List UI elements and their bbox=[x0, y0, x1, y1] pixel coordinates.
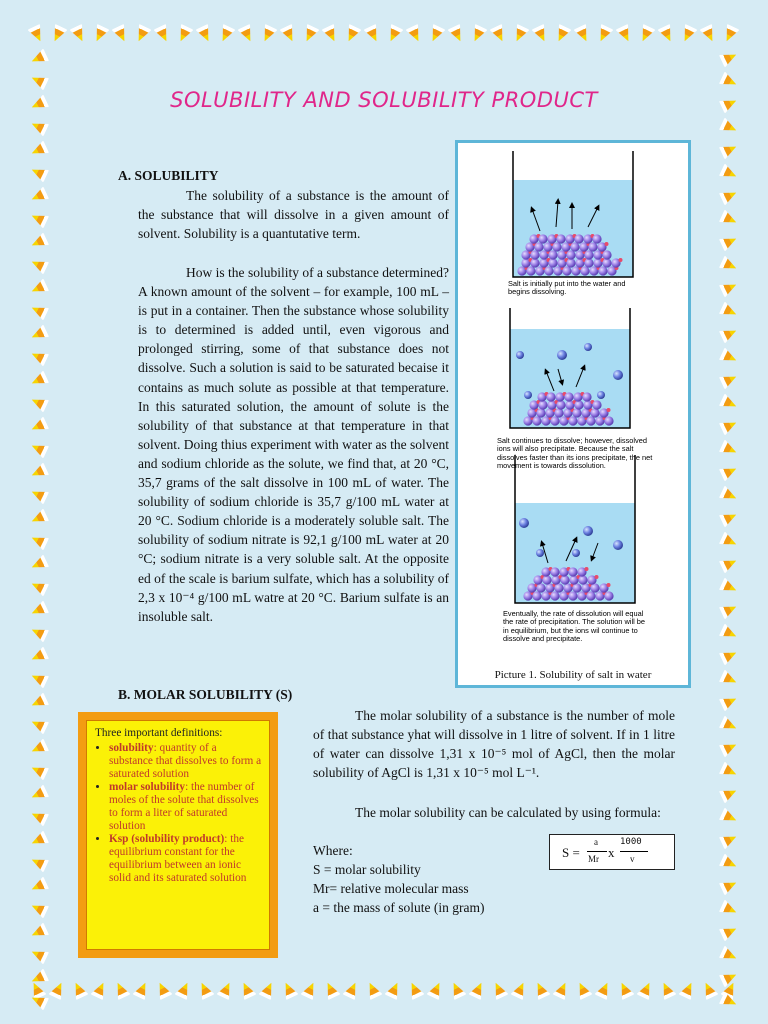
candy-corn-decoration bbox=[719, 48, 739, 67]
candy-corn-decoration bbox=[29, 48, 49, 67]
candy-corn-decoration bbox=[321, 24, 340, 44]
candy-corn-decoration bbox=[132, 980, 151, 1000]
formula-num1: a bbox=[594, 837, 598, 847]
solute-particle bbox=[554, 408, 563, 417]
definition-a: a = the mass of solute (in gram) bbox=[313, 900, 485, 915]
candy-corn-decoration bbox=[531, 980, 550, 1000]
candy-corn-decoration bbox=[447, 24, 466, 44]
solute-particle bbox=[556, 234, 565, 243]
candy-corn-decoration bbox=[719, 692, 739, 711]
candy-corn-decoration bbox=[90, 980, 109, 1000]
definition-term: Ksp (solubility product) bbox=[109, 833, 225, 845]
candy-corn-decoration bbox=[29, 623, 49, 642]
candy-corn-decoration bbox=[719, 209, 739, 228]
candy-corn-decoration bbox=[342, 980, 361, 1000]
solute-particle bbox=[560, 575, 569, 584]
solute-particle bbox=[578, 575, 587, 584]
definition-term: solubility bbox=[109, 742, 154, 754]
solute-particle bbox=[538, 400, 547, 409]
ion-particle bbox=[595, 575, 599, 579]
candy-corn-decoration bbox=[719, 761, 739, 780]
candy-corn-decoration bbox=[48, 24, 67, 44]
candy-corn-decoration bbox=[174, 24, 193, 44]
candy-corn-decoration bbox=[719, 600, 739, 619]
candy-corn-decoration bbox=[29, 186, 49, 205]
beaker-1 bbox=[513, 151, 633, 277]
candy-corn-decoration bbox=[29, 416, 49, 435]
solute-particle bbox=[554, 583, 563, 592]
solute-particle bbox=[568, 591, 577, 600]
candy-corn-decoration bbox=[29, 899, 49, 918]
definitions-box bbox=[78, 712, 278, 958]
candy-corn-decoration bbox=[719, 393, 739, 412]
definition-mr: Mr= relative molecular mass bbox=[313, 881, 469, 896]
solute-particle bbox=[588, 242, 597, 251]
solute-particle bbox=[550, 591, 559, 600]
candy-corn-decoration bbox=[510, 24, 529, 44]
solute-particle bbox=[536, 583, 545, 592]
solute-particle bbox=[584, 250, 593, 259]
definition-item bbox=[109, 833, 263, 885]
candy-corn-decoration bbox=[719, 945, 739, 964]
candy-corn-decoration bbox=[426, 24, 445, 44]
candy-corn-decoration bbox=[594, 980, 613, 1000]
candy-corn-decoration bbox=[29, 876, 49, 895]
candy-corn-decoration bbox=[29, 278, 49, 297]
solute-particle bbox=[548, 250, 557, 259]
candy-corn-decoration bbox=[719, 140, 739, 159]
candy-corn-decoration bbox=[468, 980, 487, 1000]
candy-corn-decoration bbox=[363, 24, 382, 44]
candy-corn-decoration bbox=[719, 531, 739, 550]
candy-corn-decoration bbox=[29, 370, 49, 389]
definitions-intro: Three important definitions: bbox=[95, 727, 223, 739]
candy-corn-decoration bbox=[719, 830, 739, 849]
solute-particle bbox=[580, 266, 589, 275]
beaker-2-caption: Salt continues to dissolve; however, dissolved ions will also precipitate. Because the salt dissolves faster than its ions precipitate, the net movement is towards dissolution. bbox=[497, 436, 653, 471]
ion-particle bbox=[607, 583, 611, 587]
solute-particle bbox=[566, 258, 575, 267]
candy-corn-decoration bbox=[719, 922, 739, 941]
section-b-paragraph-2: The molar solubility can be calculated by using formula: bbox=[355, 805, 661, 820]
candy-corn-decoration bbox=[216, 980, 235, 1000]
beaker-3 bbox=[515, 455, 635, 603]
candy-corn-decoration bbox=[719, 163, 739, 182]
candy-corn-decoration bbox=[29, 945, 49, 964]
candy-corn-decoration bbox=[29, 439, 49, 458]
solute-particle bbox=[570, 242, 579, 251]
candy-corn-decoration bbox=[405, 980, 424, 1000]
solute-particle bbox=[566, 250, 575, 259]
solute-particle bbox=[562, 266, 571, 275]
candy-corn-decoration bbox=[29, 692, 49, 711]
page-title: SOLUBILITY AND SOLUBILITY PRODUCT bbox=[170, 88, 598, 112]
formula-lhs: S = bbox=[562, 845, 580, 860]
solute-particle bbox=[572, 408, 581, 417]
candy-corn-decoration bbox=[719, 669, 739, 688]
candy-corn-decoration bbox=[719, 876, 739, 895]
definition-item bbox=[109, 781, 263, 833]
candy-corn-decoration bbox=[719, 301, 739, 320]
solute-particle bbox=[590, 583, 599, 592]
solute-particle bbox=[548, 258, 557, 267]
candy-corn-decoration bbox=[29, 255, 49, 274]
candy-corn-decoration bbox=[719, 646, 739, 665]
candy-corn-decoration bbox=[27, 24, 46, 44]
formula-times: x bbox=[608, 845, 615, 860]
solute-particle bbox=[532, 591, 541, 600]
where-label: Where: bbox=[313, 843, 353, 858]
candy-corn-decoration bbox=[48, 980, 67, 1000]
candy-corn-decoration bbox=[237, 980, 256, 1000]
candy-corn-decoration bbox=[29, 922, 49, 941]
candy-corn-decoration bbox=[636, 980, 655, 1000]
candy-corn-decoration bbox=[69, 980, 88, 1000]
candy-corn-decoration bbox=[719, 186, 739, 205]
candy-border-left bbox=[32, 50, 46, 1009]
candy-corn-decoration bbox=[699, 980, 718, 1000]
candy-corn-decoration bbox=[153, 24, 172, 44]
candy-corn-decoration bbox=[237, 24, 256, 44]
candy-corn-decoration bbox=[594, 24, 613, 44]
solute-particle bbox=[582, 392, 591, 401]
molar-solubility-formula bbox=[549, 834, 675, 870]
beaker-1-caption: Salt is initially put into the water and begins dissolving. bbox=[508, 279, 626, 297]
candy-corn-decoration bbox=[29, 301, 49, 320]
solute-particle bbox=[584, 258, 593, 267]
candy-corn-decoration bbox=[132, 24, 151, 44]
candy-corn-decoration bbox=[29, 784, 49, 803]
candy-corn-decoration bbox=[258, 980, 277, 1000]
candy-border-bottom bbox=[30, 982, 737, 998]
candy-corn-decoration bbox=[29, 738, 49, 757]
candy-corn-decoration bbox=[69, 24, 88, 44]
candy-corn-decoration bbox=[300, 980, 319, 1000]
candy-corn-decoration bbox=[29, 807, 49, 826]
candy-corn-decoration bbox=[719, 577, 739, 596]
candy-corn-decoration bbox=[719, 117, 739, 136]
candy-corn-decoration bbox=[321, 980, 340, 1000]
solute-particle bbox=[568, 416, 577, 425]
candy-corn-decoration bbox=[29, 232, 49, 251]
definition-text: : quantity of a substance that dissolves to form a saturated solution bbox=[109, 742, 262, 780]
solute-particle bbox=[526, 266, 535, 275]
solute-particle bbox=[552, 242, 561, 251]
candy-corn-decoration bbox=[300, 24, 319, 44]
definition-item bbox=[109, 742, 263, 781]
beaker-illustration bbox=[458, 143, 688, 663]
candy-corn-decoration bbox=[195, 980, 214, 1000]
candy-corn-decoration bbox=[153, 980, 172, 1000]
solute-particle bbox=[550, 416, 559, 425]
candy-corn-decoration bbox=[657, 980, 676, 1000]
candy-corn-decoration bbox=[719, 899, 739, 918]
ion-particle bbox=[605, 242, 609, 246]
candy-corn-decoration bbox=[29, 485, 49, 504]
ion-particle bbox=[607, 408, 611, 412]
candy-corn-decoration bbox=[29, 117, 49, 136]
formula-den1: Mr bbox=[588, 854, 599, 864]
candy-corn-decoration bbox=[657, 24, 676, 44]
candy-corn-decoration bbox=[342, 24, 361, 44]
candy-corn-decoration bbox=[719, 347, 739, 366]
candy-corn-decoration bbox=[489, 980, 508, 1000]
solute-particle bbox=[556, 400, 565, 409]
candy-corn-decoration bbox=[363, 980, 382, 1000]
candy-corn-decoration bbox=[719, 784, 739, 803]
candy-corn-decoration bbox=[279, 24, 298, 44]
candy-corn-decoration bbox=[719, 715, 739, 734]
solute-particle bbox=[602, 258, 611, 267]
candy-corn-decoration bbox=[29, 508, 49, 527]
solute-particle bbox=[544, 266, 553, 275]
picture-caption: Picture 1. Solubility of salt in water bbox=[494, 669, 652, 681]
candy-corn-decoration bbox=[552, 980, 571, 1000]
candy-corn-decoration bbox=[29, 324, 49, 343]
candy-corn-decoration bbox=[720, 24, 739, 44]
section-a-paragraph-2: How is the solubility of a substance determined? A known amount of the solvent – for example, 100 mL – is put in a container. Then the substance whose solubility is to determined is added until, even vigorous and prolonged stirring, some of that substance does not dissolve. Such a solution is said to be saturated becaise it contains as much solute as possible at that temperature. In this saturated solution, the amount of solute is the solubility of that substance at that temperature in that solvent. Doing thius experiment with water as the solvent and sodium chloride as the solute, we find that, at 20 °C, 35,7 grams of the salt dissolve in 100 mL of water. The solubility of sodium chloride is 35,7 g/100 mL water at 20 °C. Sodium chloride is a moderately soluble salt. The solubility of sodium nitrate is 92,1 g/100 mL water at 20 °C; sodium nitrate is a very soluble salt. At the opposite ed of the scale is barium sulfate, which has a solubility of 2,3 x 10⁻⁴ g/100 mL watre at 20 °C. Barium sulfate is an insoluble salt. bbox=[138, 265, 449, 624]
definition-term: molar solubility bbox=[109, 781, 186, 793]
solute-particle bbox=[574, 234, 583, 243]
candy-corn-decoration bbox=[29, 531, 49, 550]
solute-particle bbox=[602, 250, 611, 259]
candy-corn-decoration bbox=[573, 24, 592, 44]
solute-particle bbox=[592, 234, 601, 243]
definition-text: : the number of moles of the solute that dissolves to form a liter of saturated solution bbox=[109, 781, 259, 832]
formula-num2: 1000 bbox=[620, 837, 642, 847]
candy-corn-decoration bbox=[615, 24, 634, 44]
section-a-paragraph-1: The solubility of a substance is the amount of the substance that will dissolve in a given amount of solvent. Solubility is a quantutative term. bbox=[138, 188, 449, 242]
candy-corn-decoration bbox=[426, 980, 445, 1000]
solute-particle bbox=[604, 591, 613, 600]
candy-corn-decoration bbox=[719, 485, 739, 504]
section-a-heading: A. SOLUBILITY bbox=[118, 168, 219, 183]
candy-corn-decoration bbox=[111, 24, 130, 44]
candy-corn-decoration bbox=[719, 370, 739, 389]
candy-corn-decoration bbox=[90, 24, 109, 44]
formula-den2: v bbox=[630, 854, 635, 864]
solute-particle bbox=[592, 400, 601, 409]
candy-corn-decoration bbox=[29, 646, 49, 665]
ion-particle bbox=[619, 258, 623, 262]
solute-particle bbox=[532, 416, 541, 425]
solute-particle bbox=[538, 234, 547, 243]
candy-corn-decoration bbox=[719, 807, 739, 826]
candy-corn-decoration bbox=[615, 980, 634, 1000]
candy-corn-decoration bbox=[384, 980, 403, 1000]
candy-corn-decoration bbox=[29, 669, 49, 688]
candy-corn-decoration bbox=[258, 24, 277, 44]
candy-corn-decoration bbox=[405, 24, 424, 44]
solute-particle bbox=[598, 266, 607, 275]
solute-particle bbox=[586, 591, 595, 600]
candy-corn-decoration bbox=[510, 980, 529, 1000]
candy-border-top bbox=[30, 26, 737, 42]
candy-corn-decoration bbox=[678, 980, 697, 1000]
candy-corn-decoration bbox=[552, 24, 571, 44]
candy-corn-decoration bbox=[636, 24, 655, 44]
solute-particle bbox=[572, 583, 581, 592]
candy-corn-decoration bbox=[29, 715, 49, 734]
candy-corn-decoration bbox=[719, 439, 739, 458]
candy-corn-decoration bbox=[29, 761, 49, 780]
definitions-list bbox=[95, 742, 263, 885]
definition-s: S = molar solubility bbox=[313, 862, 421, 877]
solute-particle bbox=[530, 258, 539, 267]
candy-corn-decoration bbox=[719, 853, 739, 872]
candy-corn-decoration bbox=[384, 24, 403, 44]
candy-corn-decoration bbox=[195, 24, 214, 44]
solute-particle bbox=[574, 400, 583, 409]
candy-corn-decoration bbox=[719, 508, 739, 527]
candy-corn-decoration bbox=[699, 24, 718, 44]
solute-particle bbox=[530, 250, 539, 259]
candy-corn-decoration bbox=[573, 980, 592, 1000]
candy-corn-decoration bbox=[29, 600, 49, 619]
section-b-heading: B. MOLAR SOLUBILITY (S) bbox=[118, 687, 293, 702]
formula-bar1 bbox=[587, 851, 607, 852]
solute-particle bbox=[604, 416, 613, 425]
candy-corn-decoration bbox=[719, 232, 739, 251]
solute-particle bbox=[550, 567, 559, 576]
solute-particle bbox=[568, 567, 577, 576]
solute-particle bbox=[546, 392, 555, 401]
section-b-paragraph-1: The molar solubility of a substance is the number of mole of that substance yhat will dissolve in 1 litre of solvent. If in 1 litre of water can dissolve 1,31 x 10⁻⁵ mol of AgCl, then the molar solubility of AgCl is 1,31 x 10⁻⁵ mol L⁻¹. bbox=[313, 708, 675, 781]
candy-corn-decoration bbox=[719, 416, 739, 435]
candy-corn-decoration bbox=[111, 980, 130, 1000]
candy-corn-decoration bbox=[29, 209, 49, 228]
formula-bar2 bbox=[620, 851, 648, 852]
definition-text: : the equilibrium constant for the equilibrium between an ionic solid and its saturated solution bbox=[109, 833, 247, 884]
beaker-3-caption: Eventually, the rate of dissolution will equal the rate of precipitation. The solution will be in equilibrium, but the ions wil continue to dissolve and precipitate. bbox=[503, 609, 646, 644]
candy-corn-decoration bbox=[279, 980, 298, 1000]
candy-corn-decoration bbox=[29, 554, 49, 573]
solute-particle bbox=[534, 242, 543, 251]
solubility-picture bbox=[455, 140, 691, 688]
candy-corn-decoration bbox=[719, 255, 739, 274]
beaker-2 bbox=[510, 308, 630, 428]
solute-particle bbox=[590, 408, 599, 417]
ion-particle bbox=[585, 567, 589, 571]
solute-particle bbox=[586, 416, 595, 425]
candy-corn-decoration bbox=[29, 393, 49, 412]
candy-corn-decoration bbox=[29, 462, 49, 481]
candy-corn-decoration bbox=[447, 980, 466, 1000]
candy-corn-decoration bbox=[719, 324, 739, 343]
candy-corn-decoration bbox=[216, 24, 235, 44]
candy-corn-decoration bbox=[29, 140, 49, 159]
candy-corn-decoration bbox=[719, 278, 739, 297]
candy-corn-decoration bbox=[29, 347, 49, 366]
candy-corn-decoration bbox=[29, 853, 49, 872]
candy-corn-decoration bbox=[719, 554, 739, 573]
candy-border-right bbox=[722, 50, 736, 1009]
candy-corn-decoration bbox=[531, 24, 550, 44]
candy-corn-decoration bbox=[678, 24, 697, 44]
candy-corn-decoration bbox=[489, 24, 508, 44]
solute-particle bbox=[564, 392, 573, 401]
candy-corn-decoration bbox=[174, 980, 193, 1000]
candy-corn-decoration bbox=[468, 24, 487, 44]
candy-corn-decoration bbox=[29, 830, 49, 849]
candy-corn-decoration bbox=[719, 623, 739, 642]
candy-corn-decoration bbox=[719, 462, 739, 481]
candy-corn-decoration bbox=[29, 577, 49, 596]
candy-corn-decoration bbox=[719, 738, 739, 757]
candy-corn-decoration bbox=[29, 163, 49, 182]
solute-particle bbox=[542, 575, 551, 584]
solute-particle bbox=[536, 408, 545, 417]
